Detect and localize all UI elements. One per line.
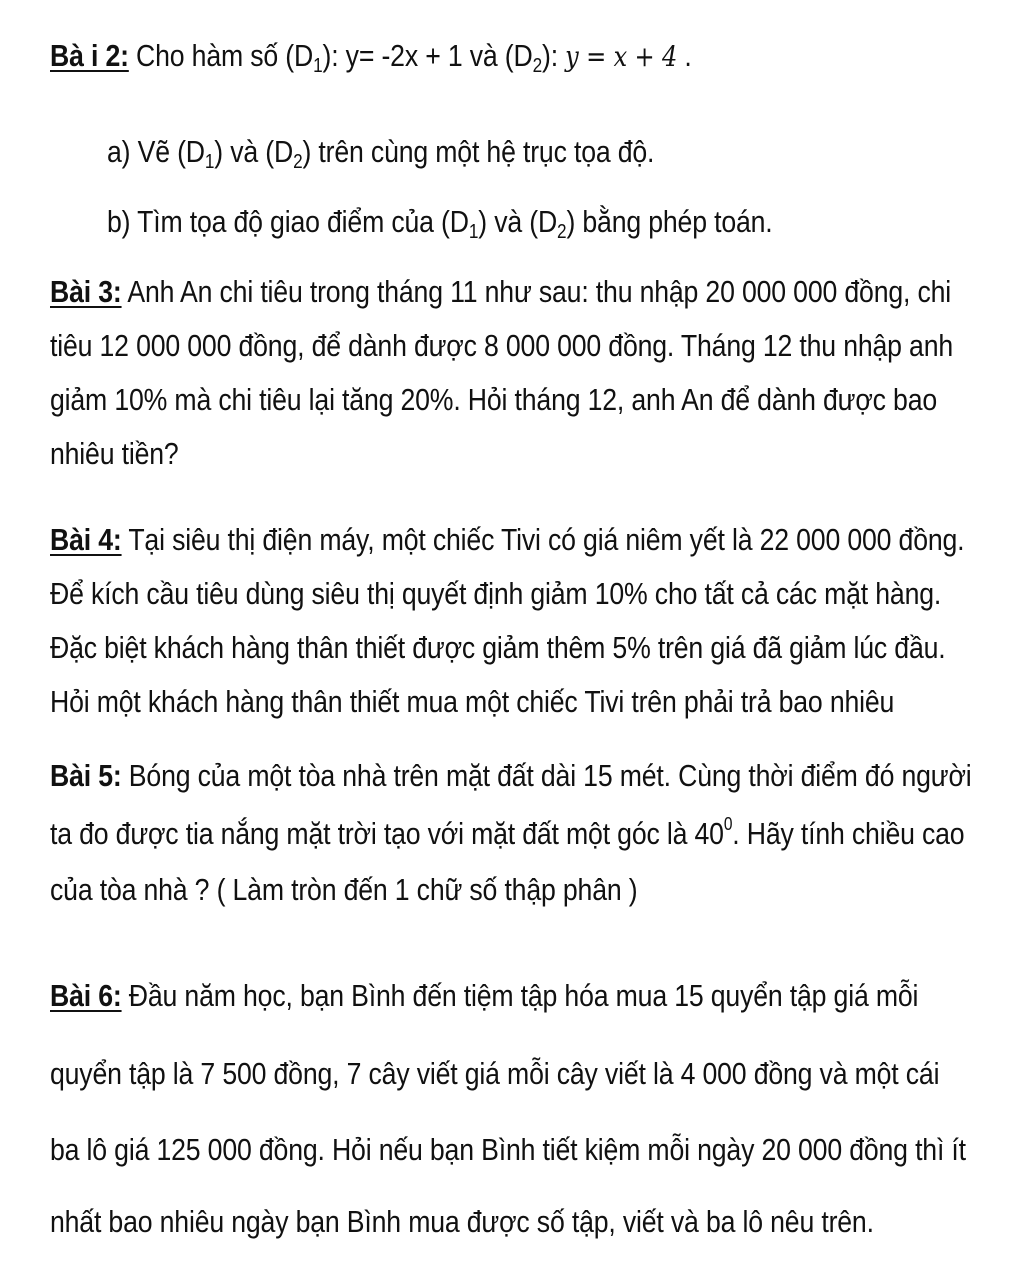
bai5-angle: 40 [694, 816, 724, 851]
bai5-text-2-pre: ta đo được tia nắng mặt trời tạo với mặt đất một góc là [50, 816, 695, 851]
bai4-label: Bài 4: [50, 522, 122, 557]
bai5-label: Bài 5: [50, 758, 122, 793]
bai2-part-b-mid: ) và (D [478, 204, 558, 239]
bai2-part-b-sub1: 1 [468, 221, 479, 243]
bai4-line-3: Đặc biệt khách hàng thân thiết được giảm thêm 5% trên giá đã giảm lúc đầu. [50, 630, 946, 665]
bai4-line-4: Hỏi một khách hàng thân thiết mua một chiếc Tivi trên phải trả bao nhiêu [50, 684, 895, 719]
bai2-part-a [107, 132, 654, 172]
bai5-angle-degree: 0 [723, 814, 733, 834]
bai2-d1-equation: ): y= -2x + 1 và (D [322, 38, 533, 73]
bai2-d2-equation: y = x + 4 [565, 40, 678, 73]
bai3-line-3: giảm 10% mà chi tiêu lại tăng 20%. Hỏi tháng 12, anh An để dành được bao [50, 382, 938, 417]
bai3-line-1 [50, 272, 951, 312]
bai2-part-b-sub2: 2 [557, 221, 567, 243]
bai2-part-b [107, 202, 773, 242]
bai4-line-1 [50, 520, 964, 560]
bai5-line-3: của tòa nhà ? ( Làm tròn đến 1 chữ số thập phân ) [50, 872, 638, 907]
bai2-part-a-pre: a) Vẽ (D [107, 134, 205, 169]
bai6-label: Bài 6: [50, 978, 122, 1013]
bai2-part-a-mid: ) và (D [214, 134, 294, 169]
bai6-line-1 [50, 976, 918, 1016]
bai2-part-a-sub1: 1 [204, 151, 215, 173]
bai2-part-a-sub2: 2 [293, 151, 303, 173]
bai6-line-4: nhất bao nhiêu ngày bạn Bình mua được số tập, viết và ba lô nêu trên. [50, 1204, 874, 1239]
bai2-part-b-post: ) bằng phép toán. [566, 204, 773, 239]
bai3-line-4: nhiêu tiền? [50, 436, 179, 471]
bai6-line-3: ba lô giá 125 000 đồng. Hỏi nếu bạn Bình tiết kiệm mỗi ngày 20 000 đồng thì ít [50, 1132, 966, 1167]
bai3-text-1: Anh An chi tiêu trong tháng 11 như sau: thu nhập 20 000 000 đồng, chi [121, 274, 952, 309]
bai5-line-2 [50, 814, 964, 854]
bai2-end: . [677, 38, 692, 73]
bai5-text-1: Bóng của một tòa nhà trên mặt đất dài 15 mét. Cùng thời điểm đó người [121, 758, 972, 793]
bai2-d2-close: ): [541, 38, 566, 73]
bai6-line-2: quyển tập là 7 500 đồng, 7 cây viết giá mỗi cây viết là 4 000 đồng và một cái [50, 1056, 940, 1091]
bai2-label: Bà i 2: [50, 38, 129, 73]
bai4-line-2: Để kích cầu tiêu dùng siêu thị quyết định giảm 10% cho tất cả các mặt hàng. [50, 576, 942, 611]
bai2-part-b-pre: b) Tìm tọa độ giao điểm của (D [107, 204, 469, 239]
bai2-part-a-post: ) trên cùng một hệ trục tọa độ. [302, 134, 655, 169]
bai3-label: Bài 3: [50, 274, 122, 309]
bai2-d2-subscript: 2 [532, 55, 542, 77]
bai5-line-1 [50, 756, 972, 796]
bai2-d1-subscript: 1 [313, 55, 323, 77]
bai5-text-2-post: . Hãy tính chiều cao [732, 816, 965, 851]
bai2-heading-line [50, 36, 692, 77]
bai4-text-1: Tại siêu thị điện máy, một chiếc Tivi có giá niêm yết là 22 000 000 đồng. [121, 522, 965, 557]
bai3-line-2: tiêu 12 000 000 đồng, để dành được 8 000 000 đồng. Tháng 12 thu nhập anh [50, 328, 954, 363]
bai6-text-1: Đầu năm học, bạn Bình đến tiệm tập hóa mua 15 quyển tập giá mỗi [121, 978, 919, 1013]
bai2-intro: Cho hàm số (D [128, 38, 314, 73]
